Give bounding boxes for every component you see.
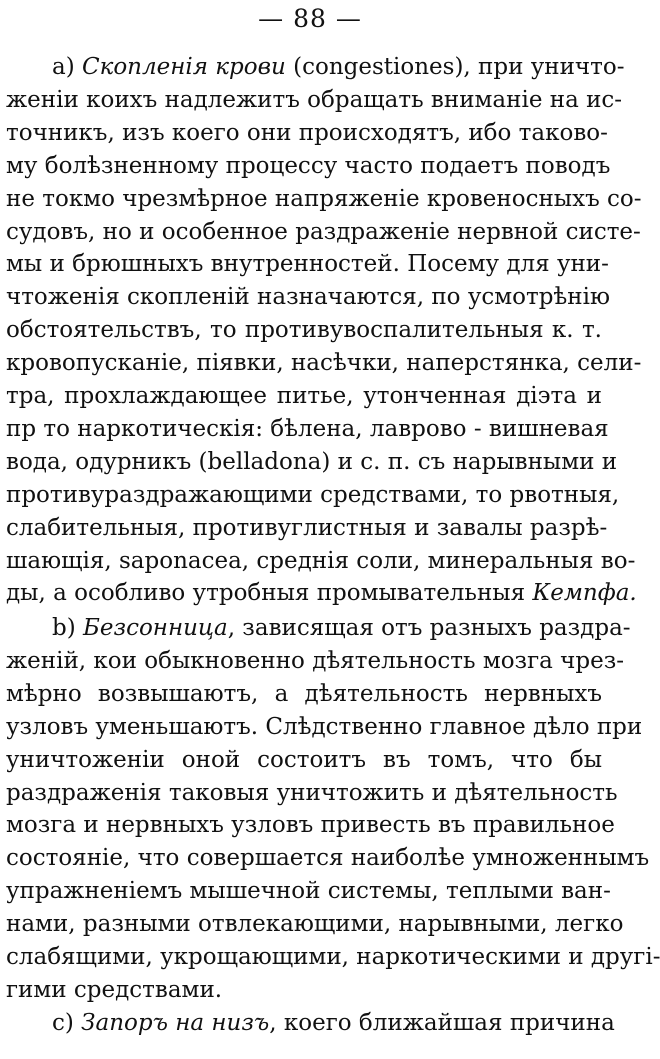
text-line <box>6 711 643 743</box>
text-line <box>6 545 636 577</box>
line-text: мозга и нервныхъ узловъ привесть въ правильное <box>6 812 615 839</box>
italic-term: Скопленія крови <box>82 54 286 80</box>
text-line <box>6 117 608 149</box>
line-text: , коего ближайшая причина <box>269 1010 615 1036</box>
text-line <box>6 744 602 776</box>
text-line <box>6 281 611 313</box>
line-text: противураздражающими средствами, то рвотныя, <box>6 481 620 508</box>
line-text: мы и брюшныхъ внутренностей. Посему для уни- <box>6 251 609 278</box>
line-text: , зависящая отъ разныхъ раздра- <box>227 615 631 641</box>
line-text: тра, прохлаждающее питье, утонченная діэта и <box>6 383 602 409</box>
line-text: гими средствами. <box>6 976 223 1003</box>
italic-term: Кемпфа. <box>532 580 637 607</box>
text-line <box>6 512 608 544</box>
text-line <box>6 413 609 445</box>
text-line <box>6 479 620 511</box>
text-line <box>52 51 625 83</box>
line-text: вода, одурникъ (belladona) и с. п. съ нарывными и <box>6 448 618 475</box>
line-text: слабящими, укрощающими, наркотическими и другі- <box>6 944 660 970</box>
line-text: упражненіемъ мышечной системы, теплыми ван- <box>6 878 611 905</box>
text-line <box>6 777 618 809</box>
line-text: обстоятельствъ, то противувоспалительныя к. т. <box>6 317 602 344</box>
line-text: женіи коихъ надлежитъ обращать вниманіе на ис- <box>6 86 623 113</box>
text-line <box>6 908 624 940</box>
line-text: точникъ, изъ коего они происходятъ, ибо таково- <box>6 119 608 146</box>
text-line <box>52 1007 615 1039</box>
line-text: нами, разными отвлекающими, нарывными, легко <box>6 911 624 938</box>
line-text: му болѣзненному процессу часто подаетъ поводъ <box>6 152 611 179</box>
text-line <box>6 678 602 710</box>
text-line <box>6 842 650 874</box>
line-text: c) <box>52 1010 82 1036</box>
line-text: судовъ, но и особенное раздраженіе нервной систе- <box>6 218 641 245</box>
italic-term: Безсонница <box>83 615 228 641</box>
line-text: женій, кои обыкновенно дѣятельность мозга чрез- <box>6 647 625 674</box>
line-text: b) <box>52 615 84 641</box>
text-line <box>6 446 618 478</box>
line-text: ды, а особливо утробныя промывательныя <box>6 580 533 607</box>
text-line <box>52 612 631 644</box>
text-line <box>6 645 625 677</box>
text-line <box>6 248 609 280</box>
text-line <box>6 809 615 841</box>
line-text: (congestiones), при уничто- <box>285 54 625 80</box>
text-line <box>6 577 637 609</box>
line-text: a) <box>52 54 82 80</box>
line-text: не токмо чрезмѣрное напряженіе кровеносныхъ со- <box>6 185 642 212</box>
line-text: уничтоженіи оной состоитъ въ томъ, что бы <box>6 746 602 773</box>
line-text: состояніе, что совершается наиболѣе умноженнымъ <box>6 845 650 872</box>
line-text: кровопусканіе, піявки, насѣчки, наперстянка, сели- <box>6 350 642 377</box>
line-text: мѣрно возвышаютъ, а дѣятельность нервныхъ <box>6 680 602 707</box>
text-line <box>6 941 660 973</box>
line-text: слабительныя, противуглистныя и завалы разрѣ- <box>6 514 608 541</box>
line-text: узловъ уменьшаютъ. Слѣдственно главное дѣло при <box>6 713 643 740</box>
text-line <box>6 314 602 346</box>
line-text: чтоженія скопленій назначаются, по усмотрѣнію <box>6 284 611 311</box>
italic-term: Запоръ на низъ <box>81 1010 270 1036</box>
text-line <box>6 150 611 182</box>
text-line <box>6 216 641 248</box>
text-line <box>6 347 642 379</box>
text-line <box>6 380 602 412</box>
line-text: пр то наркотическія: бѣлена, лаврово - вишневая <box>6 415 609 442</box>
page-number: — 88 — <box>258 4 362 33</box>
text-line <box>6 974 602 1006</box>
text-line <box>6 84 623 116</box>
line-text: шающія, saponacea, среднія соли, минеральныя во- <box>6 547 636 574</box>
line-text: раздраженія таковыя уничтожить и дѣятельность <box>6 779 618 806</box>
text-line <box>6 183 642 215</box>
text-line <box>6 875 611 907</box>
